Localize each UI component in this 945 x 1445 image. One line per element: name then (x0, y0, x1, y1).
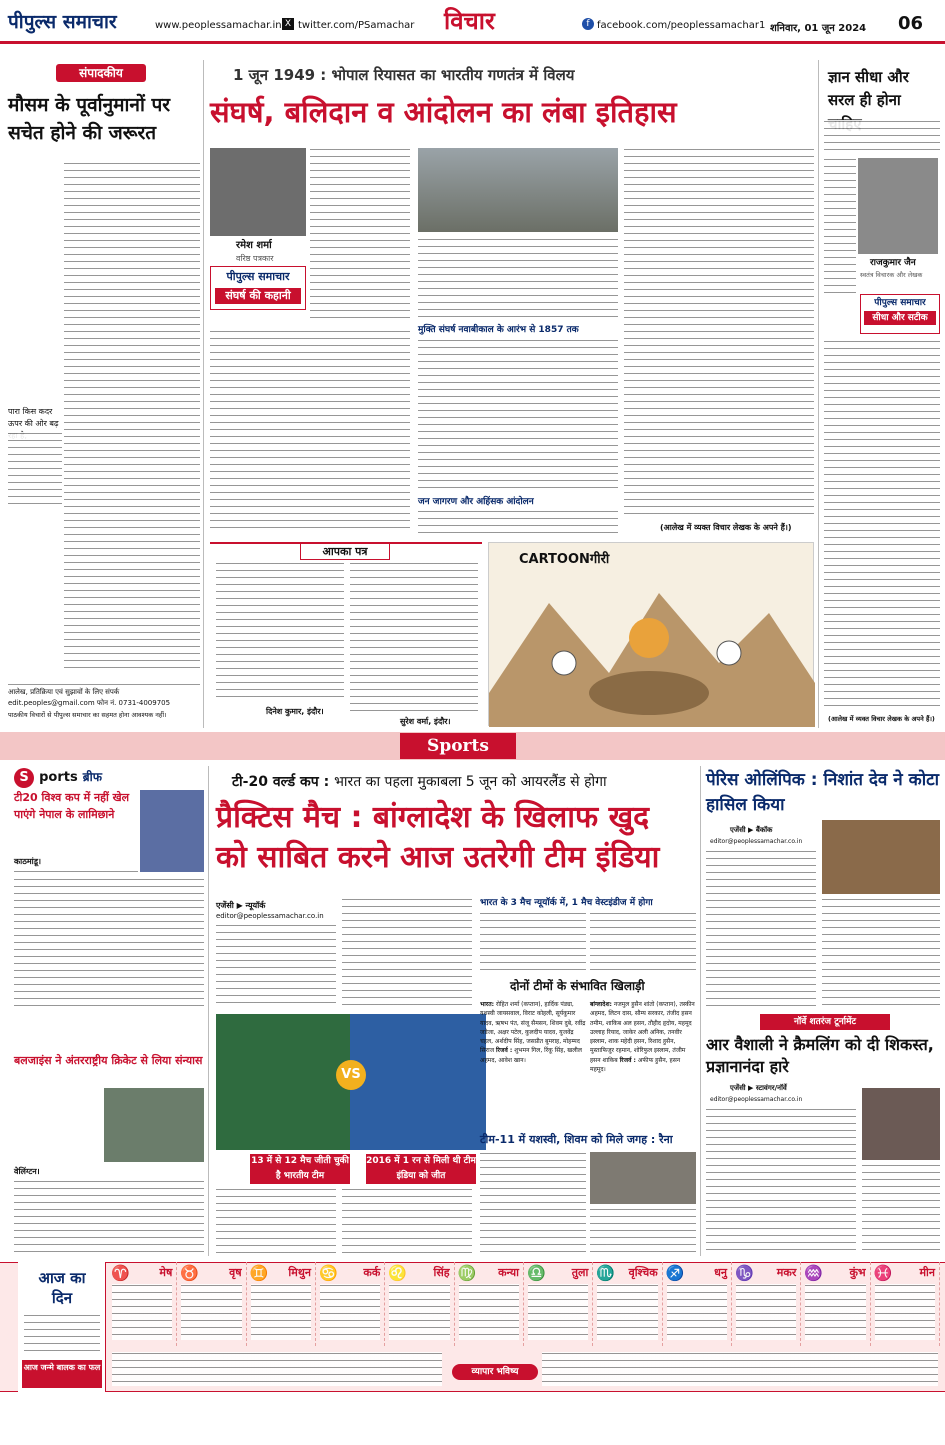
zodiac-symbol-icon: ♏ (596, 1264, 616, 1282)
horoscope-sign-4 (316, 1262, 385, 1346)
chess-body-left (706, 1108, 856, 1256)
main-story-col3 (624, 148, 814, 518)
zodiac-symbol-icon: ♍ (457, 1264, 477, 1282)
zodiac-sign-name: सिंह (433, 1266, 450, 1279)
zodiac-sign-name: वृश्चिक (628, 1266, 658, 1279)
sports-brief2-dateline: वेलिंग्टन। (14, 1167, 40, 1176)
bangladesh-reserve-label: रिजर्व : (619, 1056, 636, 1064)
paris-headline: पेरिस ओलिंपिक : निशांत देव ने कोटा हासिल किया (706, 770, 940, 815)
right-column-note: (आलेख में व्यक्त विचार लेखक के अपने हैं।) (828, 715, 935, 723)
editorial-footer (8, 684, 200, 724)
chess-banner: नॉर्वे शतरंज टूर्नामेंट (760, 1014, 890, 1030)
sports-byline: एजेंसी ▶ न्यूयॉर्क (216, 901, 266, 910)
paris-byline: एजेंसी ▶ बैंकॉक (730, 826, 773, 834)
horoscope-day-box (18, 1262, 106, 1392)
cartoon-rock (589, 671, 709, 715)
main-story-subhead1: मुक्ति संघर्ष नवाबीकाल के आरंभ से 1857 तक (418, 325, 579, 335)
paris-body-right (822, 898, 940, 1010)
zodiac-symbol-icon: ♒ (804, 1264, 824, 1282)
sports-body-col3 (216, 1188, 336, 1254)
main-story-note: (आलेख में व्यक्त विचार लेखक के अपने हैं।) (660, 523, 792, 532)
bangladesh-players: नजमुल हुसैन शांतो (कप्तान), तस्कीन अहमद, लिटन दास, सौम्य सरकार, तंजीद हसन तमीम, शाकिब अल हसन, तौहीद हृदोय, महमूद उल्लाह रियाद, जाकेर अली अनिक, तनवीर इस्लाम, शाक महेदी हसन, रिशाद हुसैन, मुस्ताफिजुर रहमान, शोरिफुल इस्लाम, तंजीम हसन शाकिब (590, 1001, 695, 1064)
zodiac-sign-name: मिथुन (288, 1266, 311, 1279)
horoscope-signs (108, 1262, 940, 1346)
horoscope-day-line2: दिन (51, 1289, 73, 1307)
zodiac-symbol-icon: ♑ (735, 1264, 754, 1282)
zodiac-prediction-text (875, 1284, 935, 1340)
main-story-photo (418, 148, 618, 232)
right-badge-text: सीधा और सटीक (864, 311, 936, 325)
raina-headline: टीम-11 में यशस्वी, शिवम को मिले जगह : रैना (480, 1133, 673, 1146)
sports-brief2-photo (104, 1088, 204, 1162)
zodiac-symbol-icon: ♈ (111, 1264, 130, 1282)
sports-body-col2 (342, 898, 472, 1008)
masthead-date: शनिवार, 01 जून 2024 (770, 23, 867, 34)
footer-email[interactable]: edit.peoples@gmail.com फोन नं. 0731-4009705 (8, 699, 171, 707)
cartoon-figure-left (552, 651, 576, 675)
right-column-intro (824, 120, 940, 154)
zodiac-symbol-icon: ♊ (249, 1264, 269, 1282)
masthead-website[interactable]: www.peoplessamachar.in (155, 20, 282, 31)
raina-body-right (590, 1208, 696, 1256)
editorial-body (64, 162, 200, 672)
sports-lead-photo-right (350, 1014, 486, 1150)
business-forecast-label: व्यापार भविष्य (452, 1364, 538, 1380)
main-story-col2-top (418, 238, 618, 320)
sports-brief-label (14, 766, 174, 788)
chess-photo (862, 1088, 940, 1160)
zodiac-sign-name: वृष (229, 1266, 242, 1279)
sports-banner: Sports (400, 733, 516, 759)
sports-kicker-prefix: टी-20 वर्ल्ड कप : (232, 774, 330, 790)
horoscope-summary (112, 1352, 442, 1386)
zodiac-sign-name: कर्क (363, 1266, 381, 1279)
zodiac-sign-name: मीन (919, 1266, 935, 1279)
right-column-beside-photo (824, 158, 856, 298)
letters-title: आपका पत्र (300, 543, 390, 560)
sports-side-subhead: भारत के 3 मैच न्यूयॉर्क में, 1 मैच वेस्टइंडीज में होगा (480, 898, 653, 908)
zodiac-prediction-text (667, 1284, 727, 1340)
letters-col2 (350, 562, 478, 712)
cartoon-illustration (489, 543, 815, 727)
india-reserve: शुभमन गिल, रिंकू सिंह, खलील अहमद, आवेश खान। (480, 1047, 582, 1064)
main-story-author-role: वरिष्ठ पत्रकार (236, 254, 274, 263)
photo-caption-left: 13 में से 12 मैच जीती चुकी है भारतीय टीम (250, 1154, 350, 1184)
cartoon-title: CARTOONगीरी (519, 552, 610, 567)
right-column-badge (860, 294, 940, 334)
zodiac-symbol-icon: ♋ (319, 1264, 338, 1282)
zodiac-prediction-text (528, 1284, 588, 1340)
page-number: 06 (898, 13, 924, 34)
badge-text: संघर्ष की कहानी (215, 288, 301, 304)
zodiac-symbol-icon: ♐ (665, 1264, 685, 1282)
horoscope-sign-10 (732, 1262, 801, 1346)
horoscope-sign-8 (593, 1262, 662, 1346)
facebook-icon: f (582, 18, 594, 30)
horoscope-sign-12 (871, 1262, 940, 1346)
paris-body-left (706, 850, 816, 1010)
horoscope-day-line1: आज का (38, 1269, 86, 1287)
raina-body (480, 1152, 586, 1256)
zodiac-symbol-icon: ♌ (388, 1264, 408, 1282)
sports-kicker-text: भारत का पहला मुकाबला 5 जून को आयरलैंड से होगा (334, 774, 607, 790)
sports-brief1-photo (140, 790, 204, 872)
masthead-facebook[interactable]: facebook.com/peoplessamachar1 (597, 20, 766, 31)
right-badge-logo: पीपुल्स समाचार (874, 298, 926, 308)
main-story-headline: संघर्ष, बलिदान व आंदोलन का लंबा इतिहास (210, 95, 677, 129)
paris-email[interactable]: editor@peoplessamachar.co.in (710, 838, 803, 845)
main-story-col2-mid (418, 339, 618, 493)
zodiac-prediction-text (805, 1284, 865, 1340)
zodiac-sign-name: मेष (159, 1266, 173, 1279)
zodiac-sign-name: कुंभ (849, 1266, 866, 1279)
sports-brief1-body (14, 870, 138, 878)
zodiac-prediction-text (320, 1284, 380, 1340)
zodiac-sign-name: कन्या (498, 1266, 519, 1279)
right-column-author: राजकुमार जैन (870, 258, 916, 268)
paris-photo (822, 820, 940, 894)
zodiac-prediction-text (251, 1284, 311, 1340)
zodiac-sign-name: मकर (776, 1266, 797, 1279)
cartoon-box (488, 542, 814, 726)
chess-byline: एजेंसी ▶ स्टावंगर/नॉर्वे (730, 1084, 787, 1092)
main-story-col1 (210, 330, 410, 534)
right-column-body (824, 340, 940, 712)
editorial-side-note: पारा किस कदर ऊपर की ओर बढ़ (8, 407, 59, 428)
sports-brief-badge-icon: S (14, 768, 34, 788)
badge-logo: पीपुल्स समाचार (226, 270, 290, 283)
cartoon-figure-center (629, 618, 669, 658)
probables-title: दोनों टीमों के संभावित खिलाड़ी (510, 979, 645, 993)
zodiac-prediction-text (459, 1284, 519, 1340)
sports-brief1-body-full (14, 878, 204, 1008)
chess-email[interactable]: editor@peoplessamachar.co.in (710, 1096, 803, 1103)
business-forecast-body (542, 1352, 938, 1386)
right-column-headline: ज्ञान सीधा और सरल ही होना (828, 68, 909, 110)
horoscope-sign-9 (663, 1262, 732, 1346)
letters-sign2: सुरेश वर्मा, इंदौर। (400, 717, 451, 726)
sports-side-body2 (590, 912, 696, 974)
masthead (0, 0, 945, 44)
letters-sign1: दिनेश कुमार, इंदौर। (266, 707, 324, 716)
india-reserve-label: रिजर्व : (496, 1047, 513, 1055)
sports-headline: प्रैक्टिस मैच : बांग्लादेश के खिलाफ खुद को साबित करने आज उतरेगी टीम इंडिया (216, 800, 660, 876)
section-title: विचार (444, 7, 495, 35)
column-divider-right (818, 60, 819, 728)
footer-contact-label: आलेख, प्रतिक्रिया एवं सुझावों के लिए संपर्क (8, 688, 120, 696)
sports-divider-right (700, 766, 701, 1256)
zodiac-prediction-text (112, 1284, 172, 1340)
sports-divider-left (208, 766, 209, 1256)
sports-kicker (232, 774, 607, 790)
zodiac-symbol-icon: ♓ (873, 1264, 893, 1282)
sports-email[interactable]: editor@peoplessamachar.co.in (216, 912, 324, 920)
main-story-badge (210, 266, 306, 310)
zodiac-prediction-text (181, 1284, 241, 1340)
sports-side-body1 (480, 912, 586, 974)
versus-icon: VS (336, 1060, 366, 1090)
author-photo-rajkumar (858, 158, 938, 254)
sports-brief2-body (14, 1180, 204, 1252)
bangladesh-label: बांग्लादेश: (590, 1001, 612, 1008)
column-divider-left (203, 60, 204, 728)
main-story-kicker: 1 जून 1949 : भोपाल रियासत का भारतीय गणतंत्र में विलय (233, 66, 575, 84)
sports-body-col4 (342, 1188, 472, 1254)
masthead-twitter[interactable]: twitter.com/PSamachar (298, 20, 415, 31)
sports-brief-label-text: ports (39, 770, 78, 785)
sports-brief1-title: टी20 विश्व कप में नहीं खेल पाएंगे नेपाल के लामिछाने (14, 791, 130, 821)
photo-caption-right: 2016 में 1 रन से मिली थी टीम इंडिया को जीत (366, 1154, 476, 1184)
zodiac-sign-name: तुला (571, 1266, 589, 1279)
sports-brief-label-suffix: ब्रीफ (82, 770, 103, 784)
right-column-author-role: स्वतंत्र विचारक और लेखक (860, 271, 923, 279)
editorial-side-body (8, 432, 62, 510)
chess-body-right (862, 1164, 940, 1256)
main-story-subhead2: जन जागरण और अहिंसक आंदोलन (418, 497, 534, 507)
zodiac-symbol-icon: ♎ (527, 1264, 546, 1282)
horoscope-sign-1 (108, 1262, 177, 1346)
zodiac-symbol-icon: ♉ (180, 1264, 200, 1282)
sports-lead-photo-left (216, 1014, 350, 1150)
zodiac-prediction-text (736, 1284, 796, 1340)
india-probables (480, 1000, 586, 1065)
horoscope-sign-3 (247, 1262, 316, 1346)
horoscope-day-info (24, 1314, 100, 1354)
letters-col1 (216, 562, 344, 702)
author-photo-ramesh (210, 148, 306, 236)
sports-brief2-title: बलजाइंस ने अंतरराष्ट्रीय क्रिकेट से लिया संन्यास (14, 1054, 203, 1067)
horoscope-sign-11 (801, 1262, 870, 1346)
zodiac-prediction-text (597, 1284, 657, 1340)
raina-photo (590, 1152, 696, 1204)
footer-disclaimer: पाठकीय विचारों से पीपुल्स समाचार का सहमत होना आवश्यक नहीं। (8, 711, 167, 719)
india-players: रोहित शर्मा (कप्तान), हार्दिक पंड्या, यशस्वी जायसवाल, विराट कोहली, सूर्यकुमार यादव, ऋषभ पंत, संजू सैमसन, शिवम दुबे, रवींद्र जडेजा, अक्षर पटेल, कुलदीप यादव, युजवेंद्र चहल, अर्शदीप सिंह, जसप्रीत बुमराह, मोहम्मद सिराज (480, 1001, 586, 1055)
bangladesh-probables (590, 1000, 696, 1074)
chess-headline: आर वैशाली ने क्रैमलिंग को दी शिकस्त, प्रज्ञानानंदा हारे (706, 1035, 934, 1077)
cartoon-figure-right (717, 641, 741, 665)
masthead-logo: पीपुल्स समाचार (8, 11, 117, 33)
main-story-author: रमेश शर्मा (236, 240, 272, 251)
sports-brief1-dateline: काठमांडू। (14, 857, 42, 866)
india-label: भारत: (480, 1001, 495, 1008)
horoscope-born-label: आज जन्मे बालक का फल (22, 1360, 102, 1388)
horoscope-sign-2 (177, 1262, 246, 1346)
twitter-icon: X (282, 18, 294, 30)
main-story-col1-top (310, 148, 410, 324)
editorial-label: संपादकीय (56, 64, 146, 82)
horoscope-sign-6 (455, 1262, 524, 1346)
editorial-headline: मौसम के पूर्वानुमानों पर सचेत होने की जरूरत (8, 94, 171, 144)
horoscope-sign-7 (524, 1262, 593, 1346)
horoscope-sign-5 (385, 1262, 454, 1346)
zodiac-prediction-text (389, 1284, 449, 1340)
zodiac-sign-name: धनु (714, 1266, 727, 1279)
sports-body-col1 (216, 924, 336, 1008)
bangladesh-reserve: अफीफ हुसैन, हसन महमूद। (590, 1056, 681, 1074)
main-story-col2-bottom (418, 510, 618, 534)
